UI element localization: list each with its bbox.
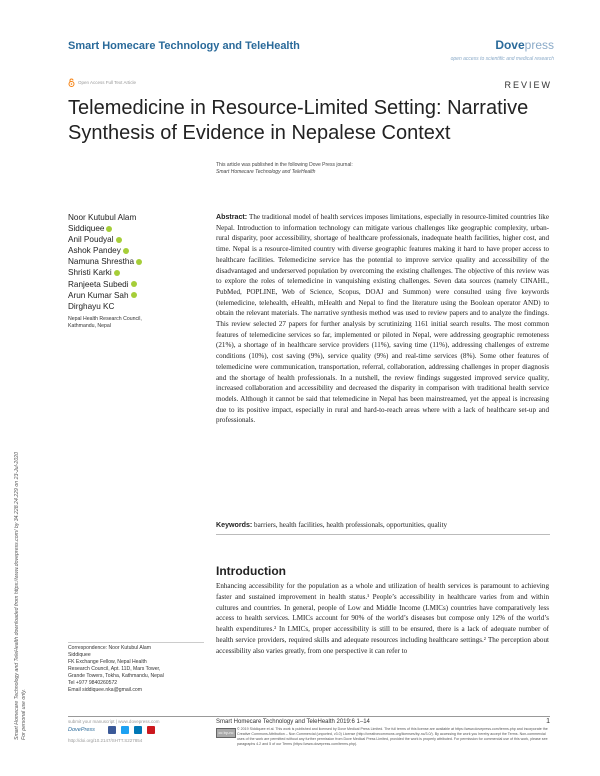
open-access-text: Open Access Full Text Article: [78, 80, 136, 85]
keywords-text: barriers, health facilities, health professionals, opportunities, quality: [254, 521, 448, 529]
correspondence-line: Grande Towers, Tokha, Kathmandu, Nepal: [68, 673, 164, 679]
download-watermark-line-2: For personal use only.: [21, 689, 27, 740]
author-name: Ranjeeta Subedi: [68, 279, 129, 289]
introduction-text: Enhancing accessibility for the population as a whole and utilization of health services is paramount to achieving faster and sustained improvement in health status.¹ People’s accessibility in healthcare varies from and within cultures and countries. In general, people of Low and Middle Income (LMICs) countries have comparatively less access to health services. LMICs account for 90% of the world’s diseases but compose only 12% of the world’s health expenditures.² In LMICs, proper accessibility is still to be ensured, there is a lack of adequate number of health service providers, required skills and adequate resources including healthcare settings.² The perception about accessibility also varies greatly, from one perspective it can refer to: [216, 582, 549, 655]
open-access-icon: [68, 78, 75, 87]
license-text: © 2019 Siddiquee et al. This work is published and licensed by Dove Medical Press Limited. The full terms of this license are available at https://www.dovepress.com/terms.php and incorporate the Creative Commons Attribution – Non Commercial (unported, v3.0) License (http://creativecommons.org/licenses/by-nc/3.0/). By accessing the work you hereby accept the Terms. Non-commercial uses of the work are permitted without any further permission from Dove Medical Press Limited, provided the work is properly attributed. For permission for commercial use of this work, please see paragraphs 4.2 and 5 of our Terms (https://www.dovepress.com/terms.php).: [237, 727, 548, 746]
author: [68, 279, 208, 290]
orcid-icon[interactable]: [131, 292, 137, 298]
article-type-label: REVIEW: [504, 80, 552, 90]
publisher-logo-main: Dove: [495, 38, 525, 52]
author-name: Ashok Pandey: [68, 246, 121, 256]
correspondence-line: Correspondence: Noor Kutubul Alam: [68, 645, 151, 651]
correspondence-line: Siddiquee: [68, 652, 91, 658]
correspondence-email[interactable]: Email siddiquee.nka@gmail.com: [68, 687, 142, 693]
abstract-label: Abstract:: [216, 213, 248, 221]
orcid-icon[interactable]: [114, 270, 120, 276]
youtube-icon[interactable]: [147, 726, 155, 734]
doi-link[interactable]: http://doi.org/10.2147/SHTT.S227854: [68, 738, 143, 743]
download-watermark-line-1: Smart Homecare Technology and TeleHealth downloaded from https://www.dovepress.com/ by 34.228.24.229 on 23-Jul-2020: [14, 452, 20, 740]
author: [68, 212, 208, 223]
open-access-row: [68, 78, 136, 87]
page-number: 1: [546, 718, 550, 725]
author: [68, 267, 208, 278]
social-links: [108, 726, 155, 734]
author-list: [68, 212, 208, 312]
author-name: Noor Kutubul Alam: [68, 213, 137, 222]
author: [68, 223, 208, 234]
author-name: Anil Poudyal: [68, 235, 114, 245]
author-name: Namuna Shrestha: [68, 257, 134, 267]
keywords-label: Keywords:: [216, 521, 253, 529]
orcid-icon[interactable]: [116, 237, 122, 243]
linkedin-icon[interactable]: [134, 726, 142, 734]
correspondence-line: FK Exchange Fellow, Nepal Health: [68, 659, 147, 665]
affiliation-line-2: Kathmandu, Nepal: [68, 323, 111, 329]
orcid-icon[interactable]: [131, 281, 137, 287]
correspondence-divider: [68, 642, 204, 643]
abstract-divider: [216, 534, 550, 535]
author: [68, 290, 208, 301]
author: [68, 301, 208, 312]
author-name: Shristi Karki: [68, 268, 112, 278]
publication-note: [216, 162, 556, 176]
author: [68, 256, 208, 267]
journal-title: Smart Homecare Technology and TeleHealth: [68, 40, 300, 52]
author-name: Siddiquee: [68, 224, 105, 234]
keywords: [216, 520, 549, 530]
publication-note-text: This article was published in the following Dove Press journal:: [216, 162, 353, 168]
publication-note-journal: Smart Homecare Technology and TeleHealth: [216, 169, 316, 175]
twitter-icon[interactable]: [121, 726, 129, 734]
article-title: [68, 96, 558, 146]
article-title-line-1: Telemedicine in Resource-Limited Setting: Narrative: [68, 97, 529, 119]
affiliation-line-1: Nepal Health Research Council,: [68, 316, 142, 322]
abstract-text: The traditional model of health services imposes limitations, especially in resource-limited countries like Nepal. Introduction to information technology can mitigate various challenges like geographic complexity, urban-rural disparity, poor accessibility, shortage of healthcare professionals, inadequate health facilities, higher cost, and time. Nepal is a resource-limited country with diverse geographic features making it hard to have proper access to healthcare facilities. Telemedicine service has the potential to improve service quality and accessibility of the disadvantaged and underserved population by overcoming the existing challenges. The objective of this review was to explore the roles of telemedicine in vanquishing existing challenges. Seven data sources (namely CINAHL, PubMed, POPLINE, Web of Science, Scopus, DOAJ and Summon) were consulted using five keywords (telemedicine, telehealth, eHealth, mHealth and Nepal to find the literature using the Boolean operator AND) to obtain the relevant materials. The narrative synthesis method was used to review papers and to analyze the findings. This review selected 27 papers for further analysis by scrutinizing 1161 initial search results. The most common features of telemedicine services so far, implemented or piloted in Nepal, were addressing geographic remoteness (21%), a shortage of in healthcare service providers (11%), saving time (11%), addressing challenges of extreme conditions (10%), cost saving (9%), service quality (9%) and real-time services (8%). Some other features of telemedicine were communication, transportation, referral, collaboration, addressing challenges in proper diagnosis and the shortage of health professionals. In a nutshell, the review findings suggested improved service quality, increased collaboration and accessibility and decreased the disparity in comparison with traditional health service models. Although it cannot be said that telemedicine in Nepal has been mainstreamed, yet the appeal is increasing due to its positive impact, especially in rural and hard-to-reach areas where with a lack of healthcare set-up and professionals.: [216, 213, 549, 425]
download-watermark: [14, 120, 28, 740]
facebook-icon[interactable]: [108, 726, 116, 734]
publisher-logo-sub: press: [524, 38, 554, 52]
orcid-icon[interactable]: [106, 226, 112, 232]
author-name: Arun Kumar Sah: [68, 290, 129, 300]
author: [68, 234, 208, 245]
author-name: Dirghayu KC: [68, 301, 115, 311]
footer-journal-citation: Smart Homecare Technology and TeleHealth 2019:6 1–14: [216, 719, 370, 725]
author-affiliation: [68, 316, 208, 330]
footer-brand: DovePress: [68, 727, 95, 733]
publisher-tagline: open access to scientific and medical research: [450, 56, 554, 62]
section-heading-introduction: Introduction: [216, 564, 286, 578]
submit-manuscript-link[interactable]: submit your manuscript | www.dovepress.com: [68, 719, 160, 724]
article-title-line-2: Synthesis of Evidence in Nepalese Context: [68, 122, 451, 144]
footer-divider: [68, 716, 550, 717]
author: [68, 245, 208, 256]
correspondence-line: Research Council, Apt. 11D, Mars Tower,: [68, 666, 161, 672]
creative-commons-icon[interactable]: cc by-nc: [216, 728, 236, 738]
correspondence-line: Tel +977 9840260572: [68, 680, 118, 686]
correspondence-block: [68, 645, 208, 694]
orcid-icon[interactable]: [123, 248, 129, 254]
orcid-icon[interactable]: [136, 259, 142, 265]
publisher-logo[interactable]: [495, 38, 554, 52]
abstract: [216, 212, 549, 426]
